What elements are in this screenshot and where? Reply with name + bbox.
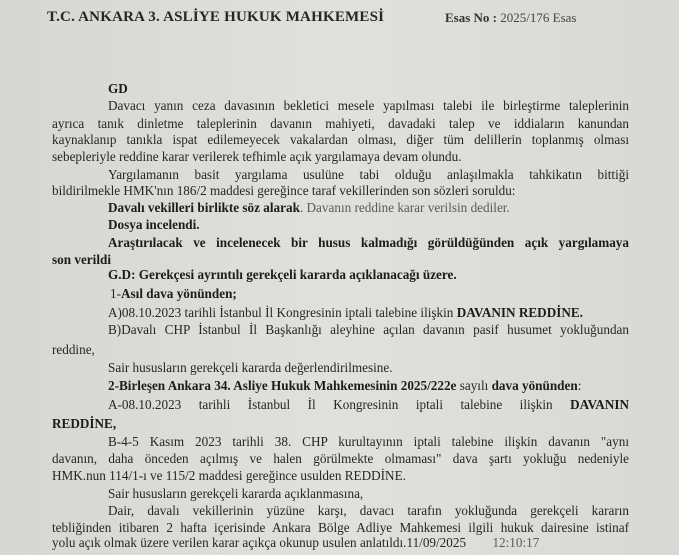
- text: davanın, daha önceden açılmış ve halen görülmekte olmaması" dava şartı yokluğu nedeniyle: [52, 451, 629, 466]
- text: tebliğinden itibaren 2 hafta içerisinde Ankara Bölge Adliye Mahkemesi ilgili hukuk dairesine istinaf: [52, 520, 629, 535]
- bold-text: G.D: Gerekçesi ayrıntılı gerekçeli kararda açıklanacağı üzere.: [108, 267, 457, 282]
- text: 12:10:17: [466, 535, 540, 550]
- text: bildirilmekle HMK'nın 186/2 maddesi gereğince taraf vekillerinden son sözleri soruldu:: [52, 183, 516, 198]
- document-line: [52, 252, 111, 268]
- document-line: [52, 451, 629, 467]
- document-line: [108, 397, 629, 413]
- text: sebepleriyle reddine karar verilerek tefhimle açık yargılamaya devam olundu.: [52, 149, 462, 164]
- text: A)08.10.2023 tarihli İstanbul İl Kongresinin iptali talebine ilişkin: [108, 305, 457, 320]
- text: Sair hususların gerekçeli kararda açıklanmasına,: [108, 486, 364, 501]
- bold-text: Araştırılacak ve incelenecek bir husus kalmadığı görüldüğünden açık yargılamaya: [108, 235, 629, 250]
- document-line: [108, 267, 457, 283]
- bold-text: Dosya incelendi.: [108, 217, 200, 232]
- document-line: [108, 98, 629, 114]
- document-line: [52, 535, 539, 551]
- text: Davacı yanın ceza davasının bekletici mesele yapılması talebi ile birleştirme taleplerinin: [108, 98, 629, 113]
- text: . Davanın reddine karar verilsin dediler.: [299, 200, 510, 215]
- text: ayrıca tanık dinletme taleplerinin davanın mahiyeti, davadaki talep ve iddiaların kanundan: [52, 116, 629, 131]
- bold-text: DAVANIN: [570, 397, 629, 412]
- document-line: [52, 183, 515, 199]
- document-line: [108, 486, 363, 502]
- document-line: [108, 503, 629, 519]
- document-line: [108, 81, 128, 97]
- bold-text: DAVANIN REDDİNE.: [456, 305, 583, 320]
- bold-text: 2-Birleşen Ankara 34. Asliye Hukuk Mahkemesinin 2025/222e: [108, 378, 457, 393]
- text: sayılı: [456, 378, 492, 393]
- document-line: [108, 434, 629, 450]
- document-line: [108, 322, 629, 338]
- document-line: [52, 342, 95, 358]
- case-number: [445, 10, 576, 26]
- document-line: [110, 286, 237, 302]
- document-line: [108, 378, 581, 394]
- text: kaynaklanıp tanıkla ispat edilemeyecek vakalardan olması, diğer tüm delillerin toplanmış olması: [52, 132, 629, 147]
- bold-text: GD: [108, 81, 128, 96]
- bold-text: son verildi: [52, 252, 111, 267]
- document-line: [52, 520, 629, 536]
- text: Sair hususların gerekçeli kararda değerlendirilmesine.: [108, 360, 393, 375]
- document-line: [52, 132, 629, 148]
- text: yolu açık olmak üzere verilen karar açıkça okunup usulen anlatıldı.11/09/2025: [52, 535, 467, 550]
- text: HMK.nun 114/1-ı ve 115/2 maddesi gereğince usulden REDDİNE.: [52, 468, 406, 483]
- text: A-08.10.2023 tarihli İstanbul İl Kongresinin iptali talebine ilişkin: [108, 397, 571, 412]
- text: :: [577, 378, 582, 393]
- document-line: [108, 200, 510, 216]
- case-number-value: 2025/176 Esas: [500, 10, 577, 25]
- text: B-4-5 Kasım 2023 tarihli 38. CHP kurultayının iptali talebine ilişkin davanın "aynı: [108, 434, 629, 449]
- document-line: [52, 416, 116, 432]
- text: B)Davalı CHP İstanbul İl Başkanlığı aleyhine açılan davanın pasif husumet yokluğundan: [108, 322, 629, 337]
- text: Yargılamanın basit yargılama usulüne tabi olduğu anlaşılmakla tahkikatın bittiği: [108, 167, 629, 182]
- document-line: [52, 468, 406, 484]
- case-number-label: Esas No :: [445, 10, 498, 25]
- document-line: [52, 149, 462, 165]
- document-line: [108, 360, 393, 376]
- bold-text: REDDİNE,: [52, 416, 117, 431]
- bold-text: dava yönünden: [491, 378, 578, 393]
- document-line: [108, 217, 200, 233]
- document-line: [108, 305, 583, 321]
- text: 1-: [110, 286, 121, 301]
- text: Dair, davalı vekillerinin yüzüne karşı, davacı tarafın yokluğunda gerekçeli kararın: [108, 503, 629, 518]
- document-line: [52, 116, 629, 132]
- court-title: T.C. ANKARA 3. ASLİYE HUKUK MAHKEMESİ: [47, 9, 385, 25]
- bold-text: Davalı vekilleri birlikte söz alarak: [108, 200, 300, 215]
- document-line: [108, 235, 629, 251]
- text: reddine,: [52, 342, 95, 357]
- document-line: [108, 167, 629, 183]
- bold-text: Asıl dava yönünden;: [121, 286, 237, 301]
